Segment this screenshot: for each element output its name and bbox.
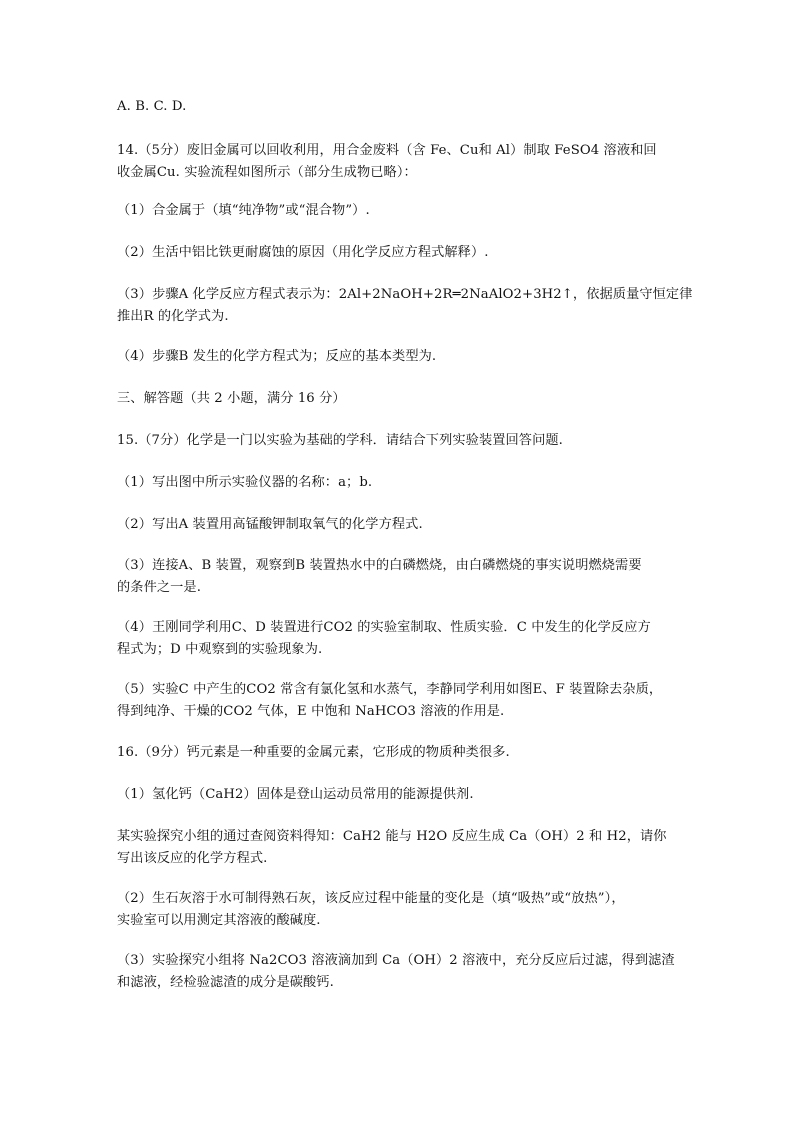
text-line: 推出R 的化学式为. xyxy=(117,309,229,324)
answer-options xyxy=(117,96,687,118)
text-line: 实验室可以用测定其溶液的酸碱度. xyxy=(117,913,321,928)
question-16-part-3 xyxy=(117,950,687,994)
text-line: 得到纯净、干燥的CO2 气体，E 中饱和 NaHCO3 溶液的作用是. xyxy=(117,704,505,719)
section-heading xyxy=(117,388,687,410)
question-16-part-2 xyxy=(117,888,687,932)
text-line: （1）写出图中所示实验仪器的名称：a；b. xyxy=(117,475,373,490)
question-16-part-1-followup xyxy=(117,826,687,870)
text-line: （2）写出A 装置用高锰酸钾制取氧气的化学方程式. xyxy=(117,517,423,532)
question-15-part-2 xyxy=(117,514,687,536)
text-line: 写出该反应的化学方程式. xyxy=(117,851,268,866)
question-15-part-3 xyxy=(117,555,687,599)
text-line: （3）实验探究小组将 Na2CO3 溶液滴加到 Ca（OH）2 溶液中，充分反应后过滤，得到滤渣 xyxy=(117,953,675,968)
question-14-part-1 xyxy=(117,200,687,222)
question-16-stem xyxy=(117,742,687,764)
text-line: 的条件之一是. xyxy=(117,580,202,595)
text-line: （3）连接A、B 装置，观察到B 装置热水中的白磷燃烧，由白磷燃烧的事实说明燃烧需要 xyxy=(117,558,642,573)
text-line: 14.（5分）废旧金属可以回收利用，用合金废料（含 Fe、Cu和 Al）制取 FeSO4 溶液和回 xyxy=(117,143,657,158)
text-line: A. B. C. D. xyxy=(117,99,187,114)
text-line: 16.（9分）钙元素是一种重要的金属元素，它形成的物质种类很多. xyxy=(117,745,510,760)
text-line: 程式为；D 中观察到的实验现象为. xyxy=(117,642,323,657)
text-line: （4）王刚同学利用C、D 装置进行CO2 的实验室制取、性质实验．C 中发生的化学反应方 xyxy=(117,620,651,635)
text-line: （5）实验C 中产生的CO2 常含有氯化氢和水蒸气，李静同学利用如图E、F 装置除去杂质， xyxy=(117,682,663,697)
text-line: 某实验探究小组的通过查阅资料得知：CaH2 能与 H2O 反应生成 Ca（OH）2 和 H2，请你 xyxy=(117,829,667,844)
text-line: （1）合金属于（填“纯净物”或“混合物”）. xyxy=(117,203,370,218)
text-line: 收金属Cu. 实验流程如图所示（部分生成物已略）： xyxy=(117,165,417,180)
question-15-stem xyxy=(117,430,687,452)
text-line: （2）生活中铝比铁更耐腐蚀的原因（用化学反应方程式解释）. xyxy=(117,245,489,260)
question-14-stem xyxy=(117,140,687,184)
text-line: 和滤液，经检验滤渣的成分是碳酸钙. xyxy=(117,975,334,990)
text-line: （1）氢化钙（CaH2）固体是登山运动员常用的能源提供剂. xyxy=(117,787,474,802)
text-line: 三、解答题（共 2 小题，满分 16 分） xyxy=(117,391,346,406)
question-15-part-5 xyxy=(117,679,687,723)
text-line: 15.（7分）化学是一门以实验为基础的学科．请结合下列实验装置回答问题. xyxy=(117,433,563,448)
question-14-part-4 xyxy=(117,346,687,368)
question-15-part-1 xyxy=(117,472,687,494)
text-line: （3）步骤A 化学反应方程式表示为：2Al+2NaOH+2R═2NaAlO2+3H2↑，依据质量守恒定律 xyxy=(117,287,693,302)
question-14-part-3 xyxy=(117,284,693,328)
question-15-part-4 xyxy=(117,617,687,661)
text-line: （4）步骤B 发生的化学方程式为；反应的基本类型为. xyxy=(117,349,437,364)
question-16-part-1 xyxy=(117,784,687,806)
text-line: （2）生石灰溶于水可制得熟石灰，该反应过程中能量的变化是（填“吸热”或“放热”）， xyxy=(117,891,625,906)
question-14-part-2 xyxy=(117,242,687,264)
